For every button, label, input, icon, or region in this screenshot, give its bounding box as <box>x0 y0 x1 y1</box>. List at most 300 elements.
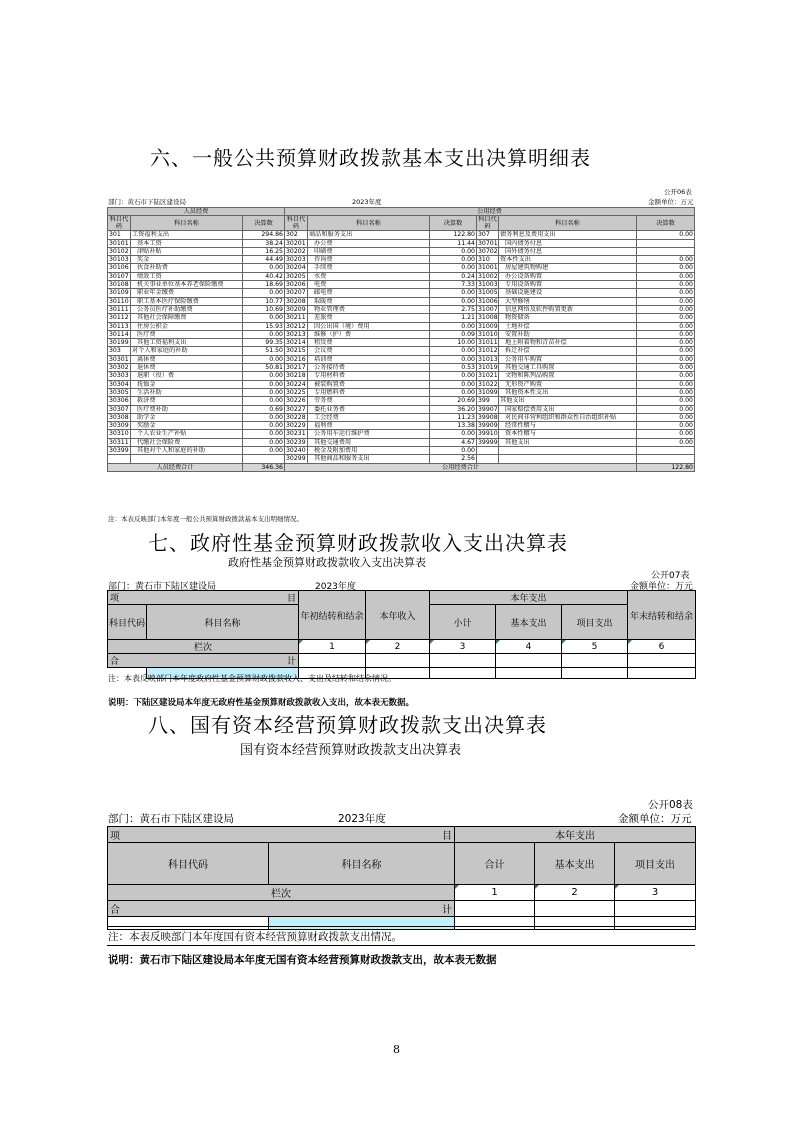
header-expense: 本年支出 <box>455 827 696 843</box>
row-code: 30308 <box>109 413 129 421</box>
table-row <box>108 247 695 255</box>
col-num: 5 <box>562 640 628 654</box>
header-begin-balance: 年初结转和结余 <box>299 591 366 640</box>
table-row <box>108 305 695 313</box>
row-code <box>477 447 499 455</box>
row-name: 办公费 <box>308 239 430 247</box>
basic-expenditure-table <box>107 207 695 472</box>
row-code: 30203 <box>286 256 306 264</box>
row-code: 30299 <box>286 455 306 463</box>
section8-note: 注：本表反映部门本年度国有资本经营预算财政拨款支出情况。 <box>108 931 402 943</box>
row-name: 专用材料费 <box>308 372 430 380</box>
row-code: 31007 <box>478 305 498 313</box>
row-name: 机关事业单位基本养老保险缴费 <box>131 281 243 289</box>
row-code <box>108 455 131 463</box>
row-amount: 0.00 <box>243 314 285 322</box>
row-amount: 0.00 <box>637 231 695 239</box>
table-row <box>108 330 695 338</box>
row-code: 31022 <box>478 380 498 388</box>
row-amount: 0.00 <box>243 289 285 297</box>
row-name: 办公设备购置 <box>499 272 637 280</box>
col-amount: 决算数 <box>430 216 477 231</box>
row-code: 30304 <box>109 380 129 388</box>
row-amount: 13.38 <box>430 422 477 430</box>
table-row <box>108 405 695 413</box>
row-amount: 0.00 <box>637 297 695 305</box>
cell <box>615 901 696 917</box>
row-name: 工资福利支出 <box>131 231 243 239</box>
section7-unit: 金额单位：万元 <box>630 582 694 592</box>
row-code: 31099 <box>478 388 498 396</box>
row-code: 31005 <box>478 289 498 297</box>
row-code: 30239 <box>286 438 306 446</box>
row-name: 国家赔偿费用支出 <box>499 405 637 413</box>
cell <box>496 654 562 668</box>
row-name <box>131 455 243 463</box>
cell <box>496 668 562 679</box>
section7-heading: 七、政府性基金预算财政拨款收入支出决算表 <box>148 531 568 555</box>
row-code: 30224 <box>286 380 306 388</box>
row-name: 离休费 <box>131 355 243 363</box>
row-name: 安置补助 <box>499 330 637 338</box>
row-amount: 0.00 <box>637 347 695 355</box>
section7-note: 注：本表反映部门本年度政府性基金预算财政拨款收入、支出及结转和结余情况。 <box>108 674 396 683</box>
row-code: 30209 <box>286 305 306 313</box>
header-project: 项目支出 <box>615 843 696 885</box>
row-amount: 10.69 <box>243 305 285 313</box>
row-name: 被装购置费 <box>308 380 430 388</box>
row-name: 水费 <box>308 272 430 280</box>
row-name: 物业管理费 <box>308 305 430 313</box>
section6-heading: 六、一般公共预算财政拨款基本支出决算明细表 <box>150 146 591 170</box>
row-name: 资本性赠与 <box>499 430 637 438</box>
table-row <box>108 314 695 322</box>
col-code: 科目代码 <box>285 216 308 231</box>
row-amount: 0.00 <box>243 422 285 430</box>
row-amount: 0.00 <box>637 256 695 264</box>
table-row <box>108 289 695 297</box>
row-amount: 10.00 <box>430 339 477 347</box>
col-num: 6 <box>628 640 696 654</box>
row-amount: 50.81 <box>243 364 285 372</box>
row-amount: 0.53 <box>430 364 477 372</box>
row-name: 土地补偿 <box>499 322 637 330</box>
row-name: 其他商品和服务支出 <box>308 455 430 463</box>
row-name: 商品和服务支出 <box>308 231 430 239</box>
header-code: 科目代码 <box>108 605 147 640</box>
table-row <box>108 447 695 455</box>
row-name: 代缴社会保险费 <box>131 438 243 446</box>
row-amount: 0.00 <box>637 397 695 405</box>
row-code: 30701 <box>478 239 498 247</box>
table-row <box>108 455 695 463</box>
public-group-header: 公用经费 <box>285 208 695 216</box>
row-amount: 0.00 <box>430 347 477 355</box>
row-amount: 0.00 <box>637 364 695 372</box>
row-name: 国外债务付息 <box>499 247 637 255</box>
row-code: 310 <box>477 256 499 264</box>
cell <box>535 917 615 930</box>
row-name: 其他社会保障缴费 <box>131 314 243 322</box>
row-code: 30206 <box>286 281 306 289</box>
section8-dept: 部门：黄石市下陆区建设局 <box>108 813 234 825</box>
total-row-label: 合 计 <box>108 901 455 917</box>
row-name: 奖金 <box>131 256 243 264</box>
row-code: 31003 <box>478 281 498 289</box>
row-amount <box>637 447 695 455</box>
row-code: 30240 <box>286 447 306 455</box>
row-amount <box>637 247 695 255</box>
row-amount: 0.00 <box>430 264 477 272</box>
row-amount: 11.23 <box>430 413 477 421</box>
cell <box>455 917 535 930</box>
row-name: 手续费 <box>308 264 430 272</box>
section7-dept: 部门：黄石市下陆区建设局 <box>108 582 217 592</box>
row-amount: 99.35 <box>243 339 285 347</box>
section8-heading: 八、国有资本经营预算财政拨款支出决算表 <box>148 713 547 737</box>
row-code: 30102 <box>109 247 129 255</box>
table-row <box>108 281 695 289</box>
row-amount: 0.00 <box>637 388 695 396</box>
header-code: 科目代码 <box>108 843 269 885</box>
row-amount: 0.00 <box>243 438 285 446</box>
section8-year: 2023年度 <box>338 813 386 825</box>
row-amount: 20.69 <box>430 397 477 405</box>
row-name: 津贴补贴 <box>131 247 243 255</box>
row-code: 39910 <box>478 430 498 438</box>
row-amount: 122.80 <box>430 231 477 239</box>
row-code: 30208 <box>286 297 306 305</box>
row-amount: 0.00 <box>243 397 285 405</box>
table-row <box>108 438 695 446</box>
cell <box>628 654 696 668</box>
section8-divider <box>107 945 695 946</box>
table-row <box>108 430 695 438</box>
row-name: 伙食补助费 <box>131 264 243 272</box>
table-row <box>108 272 695 280</box>
row-name: 公务用车运行维护费 <box>308 430 430 438</box>
row-amount: 0.00 <box>637 272 695 280</box>
section6-year: 2023年度 <box>352 198 382 206</box>
row-code: 30226 <box>286 397 306 405</box>
total-public-value: 122.80 <box>637 463 695 471</box>
col-amount: 决算数 <box>637 216 695 231</box>
row-name: 租赁费 <box>308 339 430 347</box>
row-name: 咨询费 <box>308 256 430 264</box>
row-name: 其他工资福利支出 <box>131 339 243 347</box>
col-name: 科目名称 <box>131 216 243 231</box>
row-name: 因公出国（境）费用 <box>308 322 430 330</box>
row-amount: 0.00 <box>637 355 695 363</box>
row-code: 30399 <box>109 447 129 455</box>
row-code: 30310 <box>109 430 129 438</box>
col-num: 1 <box>299 640 366 654</box>
row-code: 30311 <box>109 438 129 446</box>
row-code <box>477 455 499 463</box>
row-amount: 7.33 <box>430 281 477 289</box>
cell <box>535 901 615 917</box>
row-code: 30307 <box>109 405 129 413</box>
row-code: 30106 <box>109 264 129 272</box>
section6-form-no: 公开06表 <box>664 188 692 196</box>
row-code: 30702 <box>478 247 498 255</box>
row-code: 30213 <box>286 330 306 338</box>
row-amount: 0.00 <box>243 264 285 272</box>
row-amount: 0.00 <box>243 372 285 380</box>
row-name <box>499 447 637 455</box>
row-name: 经常性赠与 <box>499 422 637 430</box>
row-name: 对个人和家庭的补助 <box>131 347 243 355</box>
lanci-label: 栏次 <box>108 885 455 901</box>
row-amount: 0.00 <box>243 413 285 421</box>
table-row <box>108 297 695 305</box>
table-row <box>108 364 695 372</box>
header-xiang-mu: 项 目 <box>108 591 299 605</box>
row-amount: 0.00 <box>637 281 695 289</box>
total-personnel-label: 人员经费合计 <box>108 463 243 471</box>
cell <box>430 654 496 668</box>
row-name: 其他支出 <box>499 438 637 446</box>
row-name: 资本性支出 <box>499 256 637 264</box>
col-num: 4 <box>496 640 562 654</box>
row-code: 302 <box>285 231 308 239</box>
row-name: 职业年金缴费 <box>131 289 243 297</box>
table-row <box>108 388 695 396</box>
row-code: 31008 <box>478 314 498 322</box>
row-amount: 0.00 <box>243 380 285 388</box>
row-amount: 0.00 <box>637 438 695 446</box>
col-num: 2 <box>535 885 615 901</box>
row-code: 30110 <box>109 297 129 305</box>
row-name: 抚恤金 <box>131 380 243 388</box>
row-name: 国内债务付息 <box>499 239 637 247</box>
row-amount: 0.00 <box>430 388 477 396</box>
col-code: 科目代码 <box>478 216 497 231</box>
row-code: 31013 <box>478 355 498 363</box>
section7-explain: 说明：下陆区建设局本年度无政府性基金预算财政拨款收入支出，故本表无数据。 <box>108 698 415 708</box>
row-name: 退休费 <box>131 364 243 372</box>
total-public-label: 公用经费合计 <box>285 463 637 471</box>
row-amount: 1.21 <box>430 314 477 322</box>
table-row <box>108 264 695 272</box>
section8-subtitle: 国有资本经营预算财政拨款支出决算表 <box>240 743 462 758</box>
row-amount: 0.00 <box>430 256 477 264</box>
col-amount: 决算数 <box>243 216 285 231</box>
row-name: 电费 <box>308 281 430 289</box>
section8-form-no: 公开08表 <box>648 799 693 811</box>
row-code: 30101 <box>109 239 129 247</box>
row-amount: 0.00 <box>430 355 477 363</box>
row-name: 奖励金 <box>131 422 243 430</box>
row-code: 30303 <box>109 372 129 380</box>
table-row <box>108 422 695 430</box>
table-row <box>108 256 695 264</box>
row-name: 差旅费 <box>308 314 430 322</box>
row-code: 30211 <box>286 314 306 322</box>
col-num: 2 <box>366 640 430 654</box>
row-name: 职工基本医疗保险缴费 <box>131 297 243 305</box>
row-name <box>499 455 637 463</box>
section6-note: 注：本表反映部门本年度一般公共预算财政拨款基本支出明细情况。 <box>108 515 303 523</box>
row-amount: 0.00 <box>637 322 695 330</box>
section6-dept: 部门：黄石市下陆区建设局 <box>108 198 186 206</box>
row-code: 30215 <box>286 347 306 355</box>
row-code: 30218 <box>286 372 306 380</box>
row-name: 其他资本性支出 <box>499 388 637 396</box>
row-amount: 0.00 <box>637 380 695 388</box>
row-code: 30212 <box>286 322 306 330</box>
row-amount: 0.00 <box>637 289 695 297</box>
row-code: 31019 <box>478 364 498 372</box>
col-name: 科目名称 <box>499 216 637 231</box>
row-code: 30229 <box>286 422 306 430</box>
row-amount: 294.86 <box>243 231 285 239</box>
row-name: 其他交通费用 <box>308 438 430 446</box>
row-amount: 16.25 <box>243 247 285 255</box>
row-code: 30305 <box>109 388 129 396</box>
cell <box>628 668 696 679</box>
header-basic: 基本支出 <box>496 605 562 640</box>
row-amount: 0.00 <box>637 330 695 338</box>
row-code: 31011 <box>478 339 498 347</box>
row-code: 307 <box>477 231 499 239</box>
row-amount: 0.00 <box>430 247 477 255</box>
row-amount: 0.00 <box>430 372 477 380</box>
row-code: 39909 <box>478 422 498 430</box>
row-code: 30225 <box>286 388 306 396</box>
row-code: 39999 <box>478 438 498 446</box>
row-name: 其他支出 <box>499 397 637 405</box>
table-row <box>108 339 695 347</box>
row-amount: 0.00 <box>637 422 695 430</box>
total-row-label: 合 计 <box>108 654 299 668</box>
row-code: 30301 <box>109 355 129 363</box>
row-code: 30216 <box>286 355 306 363</box>
row-code: 30199 <box>109 339 129 347</box>
row-code: 31002 <box>478 272 498 280</box>
total-personnel-value: 346.36 <box>243 463 285 471</box>
cell <box>299 654 366 668</box>
table-row <box>108 397 695 405</box>
row-name: 房屋建筑物购建 <box>499 264 637 272</box>
row-name: 基础设施建设 <box>499 289 637 297</box>
row-amount: 0.00 <box>243 330 285 338</box>
row-name: 债务利息及费用支出 <box>499 231 637 239</box>
col-name: 科目名称 <box>308 216 430 231</box>
row-code: 30109 <box>109 289 129 297</box>
row-code: 31001 <box>478 264 498 272</box>
row-name: 医疗费 <box>131 330 243 338</box>
row-name: 培训费 <box>308 355 430 363</box>
col-num: 3 <box>615 885 696 901</box>
row-name: 无形资产购置 <box>499 380 637 388</box>
row-code: 30205 <box>286 272 306 280</box>
row-name: 取暖费 <box>308 297 430 305</box>
table-row <box>108 322 695 330</box>
state-capital-table <box>107 826 696 930</box>
table-row <box>108 380 695 388</box>
row-amount: 0.69 <box>243 405 285 413</box>
row-name: 退职（役）费 <box>131 372 243 380</box>
row-name: 生活补助 <box>131 388 243 396</box>
row-name: 物资储备 <box>499 314 637 322</box>
row-amount: 0.00 <box>243 355 285 363</box>
header-end-balance: 年末结转和结余 <box>628 591 696 640</box>
row-name: 对民间非营利组织和群众性自治组织补贴 <box>499 413 637 421</box>
row-code: 30107 <box>109 272 129 280</box>
row-code: 30207 <box>286 289 306 297</box>
row-code: 30113 <box>109 322 129 330</box>
table-row <box>108 372 695 380</box>
row-amount: 15.93 <box>243 322 285 330</box>
row-name: 文物和陈列品购置 <box>499 372 637 380</box>
row-name: 工会经费 <box>308 413 430 421</box>
section8-explain: 说明：黄石市下陆区建设局本年度无国有资本经营预算财政拨款支出，故本表无数据 <box>108 954 497 966</box>
lanci-label: 栏次 <box>108 640 299 654</box>
row-amount: 0.00 <box>637 430 695 438</box>
row-amount: 0.09 <box>430 330 477 338</box>
header-basic: 基本支出 <box>535 843 615 885</box>
cell <box>562 668 628 679</box>
header-income: 本年收入 <box>366 591 430 640</box>
row-code: 30204 <box>286 264 306 272</box>
row-code: 30306 <box>109 397 129 405</box>
row-code: 39908 <box>478 413 498 421</box>
row-name: 劳务费 <box>308 397 430 405</box>
row-name: 公务员医疗补助缴费 <box>131 305 243 313</box>
col-num: 1 <box>455 885 535 901</box>
section7-subtitle: 政府性基金预算财政拨款收入支出决算表 <box>228 556 426 569</box>
row-name: 地上附着物和青苗补偿 <box>499 339 637 347</box>
cell <box>366 654 430 668</box>
row-name: 救济费 <box>131 397 243 405</box>
row-code: 30108 <box>109 281 129 289</box>
cell <box>562 654 628 668</box>
row-amount <box>637 239 695 247</box>
row-amount: 44.49 <box>243 256 285 264</box>
row-code: 30112 <box>109 314 129 322</box>
table-row <box>108 239 695 247</box>
row-amount: 0.00 <box>637 372 695 380</box>
row-code: 30227 <box>286 405 306 413</box>
row-code: 39907 <box>478 405 498 413</box>
row-amount: 0.00 <box>637 413 695 421</box>
row-code: 30214 <box>286 339 306 347</box>
row-amount: 0.00 <box>637 314 695 322</box>
row-name: 专用设备购置 <box>499 281 637 289</box>
row-name: 信息网络及软件购置更新 <box>499 305 637 313</box>
row-name: 专用燃料费 <box>308 388 430 396</box>
section8-divider <box>107 926 695 927</box>
cell <box>455 901 535 917</box>
row-name: 大型修缮 <box>499 297 637 305</box>
row-name: 住房公积金 <box>131 322 243 330</box>
row-amount: 4.67 <box>430 438 477 446</box>
header-subtotal: 小计 <box>430 605 496 640</box>
row-code: 30228 <box>286 413 306 421</box>
row-code: 303 <box>108 347 131 355</box>
cell <box>269 917 455 930</box>
row-code: 30302 <box>109 364 129 372</box>
totals-row <box>108 463 695 471</box>
row-name: 公务接待费 <box>308 364 430 372</box>
row-code: 31006 <box>478 297 498 305</box>
row-code: 301 <box>108 231 131 239</box>
col-code: 科目代码 <box>108 216 131 231</box>
row-amount: 2.75 <box>430 305 477 313</box>
col-num: 3 <box>430 640 496 654</box>
row-code: 30309 <box>109 422 129 430</box>
